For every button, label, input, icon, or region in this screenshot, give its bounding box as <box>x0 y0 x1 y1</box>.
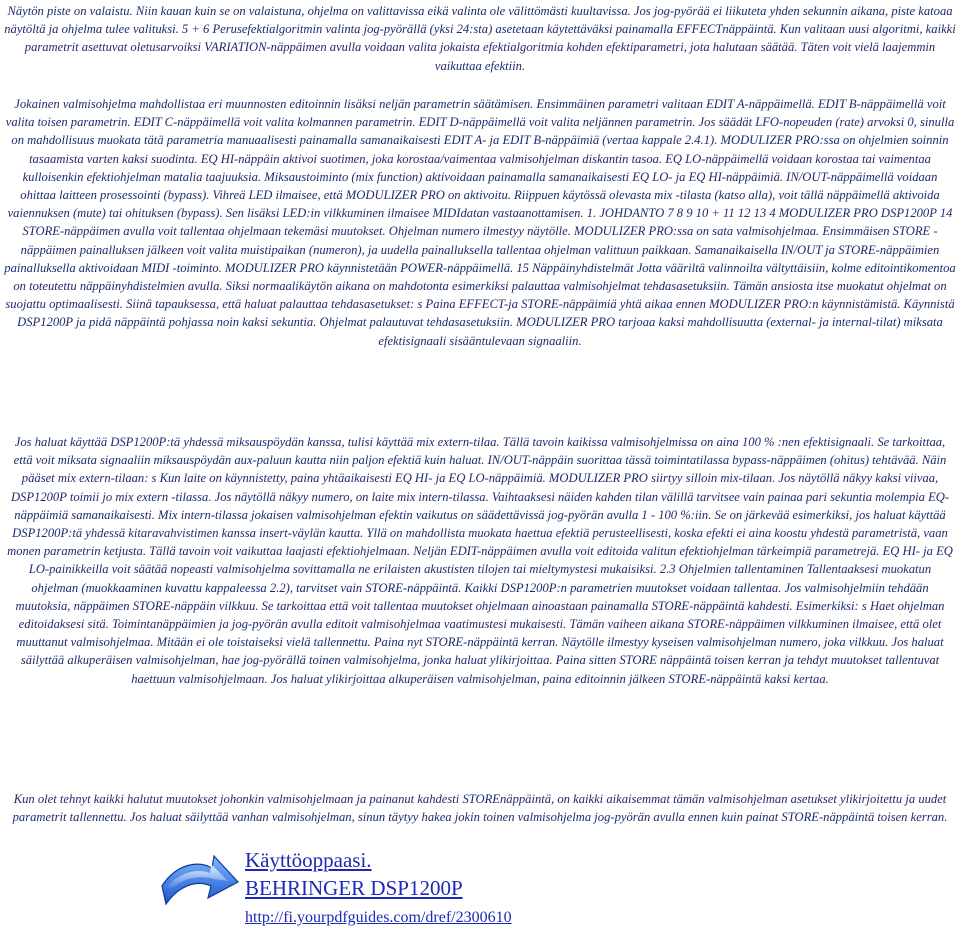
paragraph-1: Näytön piste on valaistu. Niin kauan kuin se on valaistuna, ohjelma on valittavissa eikä valinta ole välittömästi kuultavissa. Jos jog-pyörää ei liikuteta yhden sekunnin aikana, piste katoaa näytöltä ja ohjelma tulee valituksi. 5 + 6 Perusefektialgoritmin valinta jog-pyörällä (yksi 24:sta) asetetaan käytettäväksi painamalla EFFECTnäppäintä. Kun valitaan uusi algoritmi, kaikki parametrit asettuvat oletusarvoiksi VARIATION-näppäimen avulla voidaan valita jokaista efektialgoritmia kohden efektiparametri, jota halutaan säätää. Täten voit vielä laajemmin vaikuttaa efektiin. <box>4 4 956 73</box>
paragraph-4: Kun olet tehnyt kaikki halutut muutokset johonkin valmisohjelmaan ja painanut kahdesti STOREnäppäintä, on kaikki aikaisemmat tämän valmisohjelman asetukset ylikirjoitettu ja uudet parametrit tallennettu. Jos haluat säilyttää vanhan valmisohjelman, sinun täytyy hakea jokin toinen valmisohjelma jog-pyörän avulla ennen kuin painat STORE-näppäintä toisen kerran. <box>12 792 948 825</box>
footer <box>158 846 578 941</box>
arrow-logo-icon <box>158 846 242 924</box>
product-link[interactable]: BEHRINGER DSP1200P <box>245 876 463 900</box>
footer-links <box>245 846 512 929</box>
url-link[interactable]: http://fi.yourpdfguides.com/dref/2300610 <box>245 909 512 926</box>
paragraph-3: Jos haluat käyttää DSP1200P:tä yhdessä miksauspöydän kanssa, tulisi käyttää mix extern-tilaa. Tällä tavoin kaikissa valmisohjelmissa on aina 100 % :nen efektisignaali. Se tarkoittaa, että voit miksata signaaliin miksauspöydän aux-paluun kautta niin paljon efektiä kuin haluat. IN/OUT-näppäin suorittaa tässä toimintatilassa bypass-näppäimen (ohitus) tehtävää. Näin pääset mix extern-tilaan: s Kun laite on käynnistetty, paina yhtäaikaisesti EQ HI- ja EQ LO-näppäimiä. MODULIZER PRO siirtyy silloin mix-tilaan. Jos näytöllä näkyy kaksi viivaa, DSP1200P toimii jo mix extern -tilassa. Jos näytöllä näkyy numero, on laite mix intern-tilassa. Vaihtaaksesi näiden kahden tilan välillä tarvitsee vain painaa pari sekuntia molempia EQ-näppäimiä samanaikaisesti. Mix intern-tilassa jokaisen valmisohjelman efektin vaikutus on säädettävissä jog-pyörän avulla 1 - 100 %:iin. Se on järkevää esimerkiksi, jos haluat käyttää DSP1200P:tä yhdessä kitaravahvistimen kanssa insert-väylän kautta. Yllä on mahdollista muokata haettua efektiä perusteellisesti, koska efekti ei aina koostu yhdestä parametristä, vaan monen parametrin ketjusta. Tällä tavoin voit vaikuttaa laajasti efektiohjelmaan. Neljän EDIT-näppäimen avulla voit editoida valitun efektiohjelman tärkeimpiä parametrejä. EQ HI- ja EQ LO-painikkeilla voit säätää nopeasti valmisohjelma sovittamalla ne erilaisten akustisten tilojen tai mieltymystesi mukaisiksi. 2.3 Ohjelmien tallentaminen Tallentaaksesi muokatun ohjelman (muokkaaminen kuvattu kappaleessa 2.2), tarvitset vain STORE-näppäintä. Kaikki DSP1200P:n parametrien muutokset voidaan tallentaa. Jos valmisohjelmiin tehdään muutoksia, näppäimen STORE-näppäin vilkkuu. Se tarkoittaa että voit tallentaa muutokset ohjelmaan ainoastaan painamalla STORE-näppäintä kahdesti. Esimerkiksi: s Haet ohjelman editoidaksesi sitä. Toimintanäppäimien ja jog-pyörän avulla editoit valmisohjelmaa vaatimustesi mukaisesti. Tämän vaiheen aikana STORE-näppäimen vilkkuminen ilmaisee, että olet muuttanut valmisohjelmaa. Mitään ei ole toistaiseksi vielä tallennettu. Paina nyt STORE-näppäintä kerran. Näytölle ilmestyy kyseisen valmisohjelman numero, joka vilkkuu. Jos haluat säilyttää alkuperäisen valmisohjelman, hae jog-pyörällä toinen valmisohjelma, jonka haluat ylikirjoittaa. Paina sitten STORE näppäintä toisen kerran ja tehdyt muutokset tallentuvat haettuun valmisohjelmaan. Jos haluat ylikirjoittaa alkuperäisen valmisohjelman, paina editoinnin jälkeen STORE-näppäintä kaksi kertaa. <box>7 435 953 686</box>
paragraph-2: Jokainen valmisohjelma mahdollistaa eri muunnosten editoinnin lisäksi neljän parametrin säätämisen. Ensimmäinen parametri valitaan EDIT A-näppäimellä. EDIT B-näppäimellä voit valita toisen parametrin. EDIT C-näppäimellä voit valita kolmannen parametrin. EDIT D-näppäimellä voit valita neljännen parametrin. Jos säädät LFO-nopeuden (rate) arvoksi 0, sinulla on mahdollisuus muokata tätä parametria manuaalisesti painamalla samanaikaisesti EDIT A- ja EDIT B-näppäimiä (vertaa kappale 2.4.1). MODULIZER PRO:ssa on ohjelmien soinnin tasaamista varten kaksi suodinta. EQ HI-näppäin aktivoi suotimen, joka korostaa/vaimentaa valmisohjelman diskantin tasoa. EQ LO-näppäimellä voidaan korostaa tai vaimentaa kulloisenkin efektiohjelman matalia taajuuksia. Miksaustoiminto (mix function) aktivoidaan painamalla samanaikaisesti EQ LO- ja EQ HI-näppäimiä. IN/OUT-näppäimellä voidaan ohittaa laitteen prosessointi (bypass). Vihreä LED ilmaisee, että MODULIZER PRO on aktivoitu. Riippuen käytössä olevasta mix -tilasta (katso alla), voit tällä näppäimellä aktivoida vaiennuksen (mute) tai ohituksen (bypass). Sen lisäksi LED:in vilkkuminen ilmaisee MIDIdatan vastaanottamisen. 1. JOHDANTO 7 8 9 10 + 11 12 13 4 MODULIZER PRO DSP1200P 14 STORE-näppäimen avulla voit tallentaa ohjelmaan tekemäsi muutokset. Ohjelman numero ilmestyy näytölle. MODULIZER PRO:ssa on sata valmisohjelmaa. Ensimmäisen STORE -näppäimen painalluksen jälkeen voit valita muistipaikan (numeron), ja uudella painalluksella tallentaa ohjelman valittuun paikkaan. Samanaikaisella IN/OUT ja STORE-näppäimien painalluksella aktivoidaan MIDI -toiminto. MODULIZER PRO käynnistetään POWER-näppäimellä. 15 Näppäinyhdistelmät Jotta vääriltä valinnoilta vältyttäisiin, kolme editointikomentoa on toteutettu näppäinyhdistelmien avulla. Siksi normaalikäytön aikana on mahdotonta esimerkiksi palauttaa valmisohjelmat tehdasasetuksiin. Tämän ansiosta itse muokatut ohjelmat on suojattu optimaalisesti. Siinä tapauksessa, että haluat palauttaa tehdasasetukset: s Paina EFFECT-ja STORE-näppäimiä yhtä aikaa ennen MODULIZER PRO:n käynnistämistä. Käynnistä DSP1200P ja pidä näppäintä pohjassa noin kaksi sekuntia. Ohjelmat palautuvat tehdasasetuksiin. MODULIZER PRO tarjoaa kaksi mahdollisuutta (external- ja internal-tilat) miksata efektisignaali sisääntulevaan signaaliin. <box>4 97 956 348</box>
manual-link[interactable]: Käyttöoppaasi. <box>245 848 372 872</box>
